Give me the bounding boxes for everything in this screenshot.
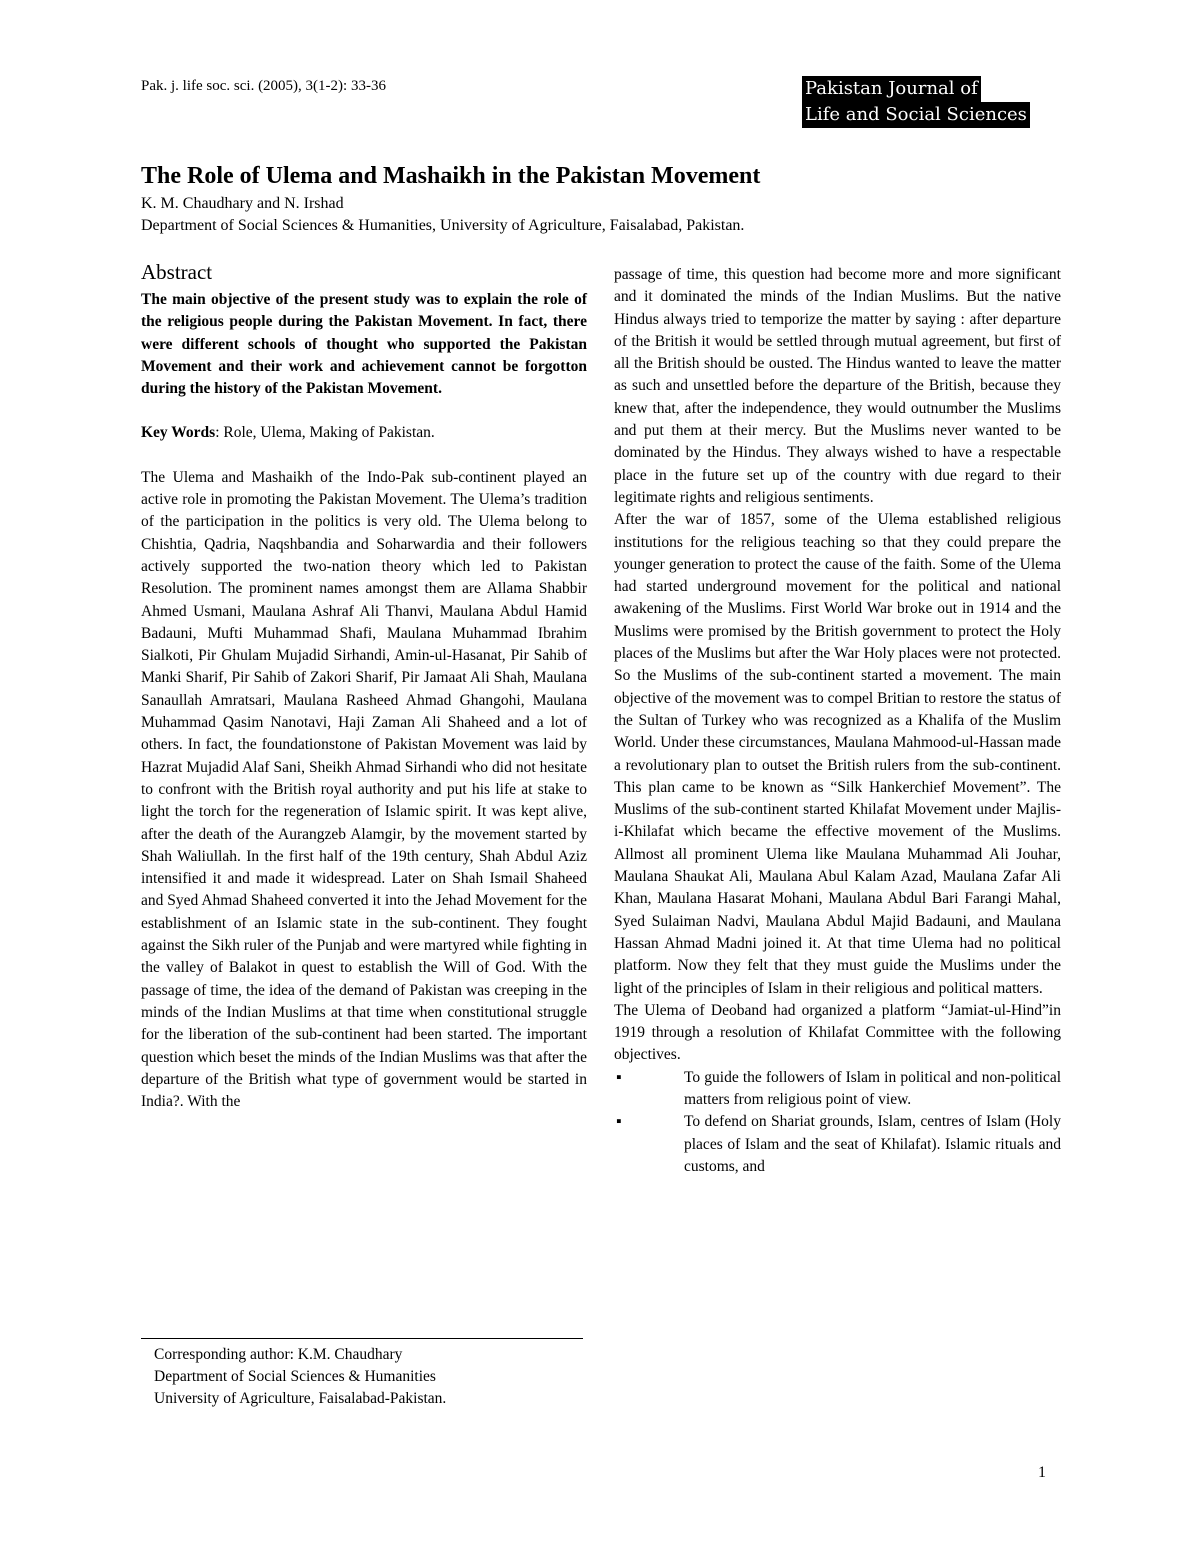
keywords-text: : Role, Ulema, Making of Pakistan. [215, 424, 435, 442]
body-paragraph-left: The Ulema and Mashaikh of the Indo-Pak sub-continent played an active role in promoting the Pakistan Movement. The Ulema’s tradition of the participation in the politics is very old. The Ulema belong to Chishtia, Qadria, Naqshbandia and Soharwardia and their followers actively supported the two-nation theory which led to Pakistan Resolution. The prominent names amongst them are Allama Shabbir Ahmed Usmani, Maulana Ashraf Ali Thanvi, Maulana Abdul Hamid Badauni, Mufti Muhammad Shafi, Maulana Muhammad Ibrahim Sialkoti, Pir Ghulam Mujadid Sirhandi, Amin-ul-Hasanat, Pir Sahib of Manki Sharif, Pir Sahib of Zakori Sharif, Pir Jamaat Ali Shah, Maulana Sanaullah Amratsari, Maulana Rasheed Ahmad Ghangohi, Maulana Muhammad Qasim Nanotavi, Haji Zaman Ali Shaheed and a lot of others. In fact, the foundationstone of Pakistan Movement was laid by Hazrat Mujadid Alaf Sani, Sheikh Ahmad Sirhandi who did not hesitate to confront with the British royal authority and put his life at stake to light the torch for the regeneration of Islamic spirit. It was kept alive, after the death of the Aurangzeb Alamgir, by the movement started by Shah Waliullah. In the first half of the 19th century, Shah Abdul Aziz intensified it and made it widespread. Later on Shah Ismail Shaheed and Syed Ahmad Shaheed converted it into the Jehad Movement for the establishment of an Islamic state in the sub-continent. They fought against the Sikh ruler of the Punjab and were martyred while fighting in the valley of Balakot in quest to establish the Will of God. With the passage of time, the idea of the demand of Pakistan was creeping in the minds of the Indian Muslims at that time when constitutional struggle for the liberation of the sub-continent had been started. The important question which beset the minds of the Indian Muslims was that after the departure of the British what type of government would be started in India?. With the [141, 468, 587, 1111]
keywords-label: Key Words [141, 424, 216, 442]
bullet-icon: ▪ [616, 1113, 622, 1131]
abstract-heading: Abstract [141, 260, 213, 284]
keywords [141, 422, 587, 444]
paper-affiliation: Department of Social Sciences & Humanities, University of Agriculture, Faisalabad, Pakistan. [141, 217, 745, 234]
left-column [141, 258, 587, 1113]
journal-name-badge [802, 76, 1030, 128]
abstract-body: The main objective of the present study was to explain the role of the religious people during the Pakistan Movement. In fact, there were different schools of thought who supported the Pakistan Movement and their work and achievement cannot be forgotton during the history of the Pakistan Movement. [141, 291, 587, 398]
paper-title: The Role of Ulema and Mashaikh in the Pakistan Movement [141, 163, 761, 189]
footnote-line: University of Agriculture, Faisalabad-Pakistan. [154, 1390, 447, 1407]
bullet-icon: ▪ [616, 1068, 622, 1086]
body-paragraph-right-3: The Ulema of Deoband had organized a platform “Jamiat-ul-Hind”in 1919 through a resolution of Khilafat Committee with the following objectives. [614, 1001, 1061, 1064]
body-paragraph-right-2: After the war of 1857, some of the Ulema established religious institutions for the religious teaching so that they could prepare the younger generation to protect the cause of the faith. Some of the Ulema had started underground movement for the political and national awakening of the Muslims. First World War broke out in 1914 and the Muslims were promised by the British government to protect the Holy places of the Muslims but after the War Holy places were not protected. So the Muslims of the sub-continent started a movement. The main objective of the movement was to compel Britian to restore the status of the Sultan of Turkey who was recognized as a Khalifa of the Muslim World. Under these circumstances, Maulana Mahmood-ul-Hassan made a revolutionary plan to outset the British rulers from the sub-continent. This plan came to be known as “Silk Hankerchief Movement”. The Muslims of the sub-continent started Khilafat Movement under Majlis-i-Khilafat which became the effective movement of the Muslims. Allmost all prominent Ulema like Maulana Muhammad Ali Jouhar, Maulana Shaukat Ali, Maulana Abul Kalam Azad, Maulana Zafar Ali Khan, Maulana Hasarat Mohani, Maulana Abdul Bari Farangi Mahal, Syed Sulaiman Nadvi, Maulana Abdul Majid Badauni, and Maulana Hassan Ahmad Madni joined it. At that time Ulema had no political platform. Now they felt that they must guide the Muslims under the light of the principles of Islam in their religious and political matters. [614, 511, 1061, 997]
list-item [614, 1067, 1061, 1112]
list-item-text: To guide the followers of Islam in political and non-political matters from religious point of view. [684, 1068, 1061, 1108]
page-number: 1 [1038, 1464, 1046, 1481]
right-column [614, 264, 1061, 1178]
footnote-line: Department of Social Sciences & Humanities [154, 1368, 436, 1385]
list-item [614, 1111, 1061, 1178]
journal-name-line1: Pakistan Journal of [802, 76, 981, 102]
journal-name-line2: Life and Social Sciences [802, 102, 1030, 128]
corresponding-author-footnote [141, 1338, 583, 1410]
body-paragraph-right-1: passage of time, this question had become more and more significant and it dominated the minds of the Indian Muslims. But the native Hindus always tried to temporize the matter by saying : after departure of the British it would be settled through mutual agreement, but first of all the British should be ousted. The Hindus wanted to leave the matter as such and unsettled before the departure of the British, because they knew that, after the independence, they would outnumber the Muslims and put them at their mercy. But the Muslims never wanted to be dominated by the Hindus. They always wished to have a respectable place in the future set up of the country with due regard to their legitimate rights and religious sentiments. [614, 266, 1061, 506]
paper-authors: K. M. Chaudhary and N. Irshad [141, 195, 344, 212]
objectives-list [614, 1067, 1061, 1178]
list-item-text: To defend on Shariat grounds, Islam, centres of Islam (Holy places of Islam and the seat of Khilafat). Islamic rituals and customs, and [684, 1113, 1061, 1175]
journal-citation: Pak. j. life soc. sci. (2005), 3(1-2): 33-36 [141, 78, 386, 94]
footnote-line: Corresponding author: K.M. Chaudhary [154, 1346, 403, 1363]
